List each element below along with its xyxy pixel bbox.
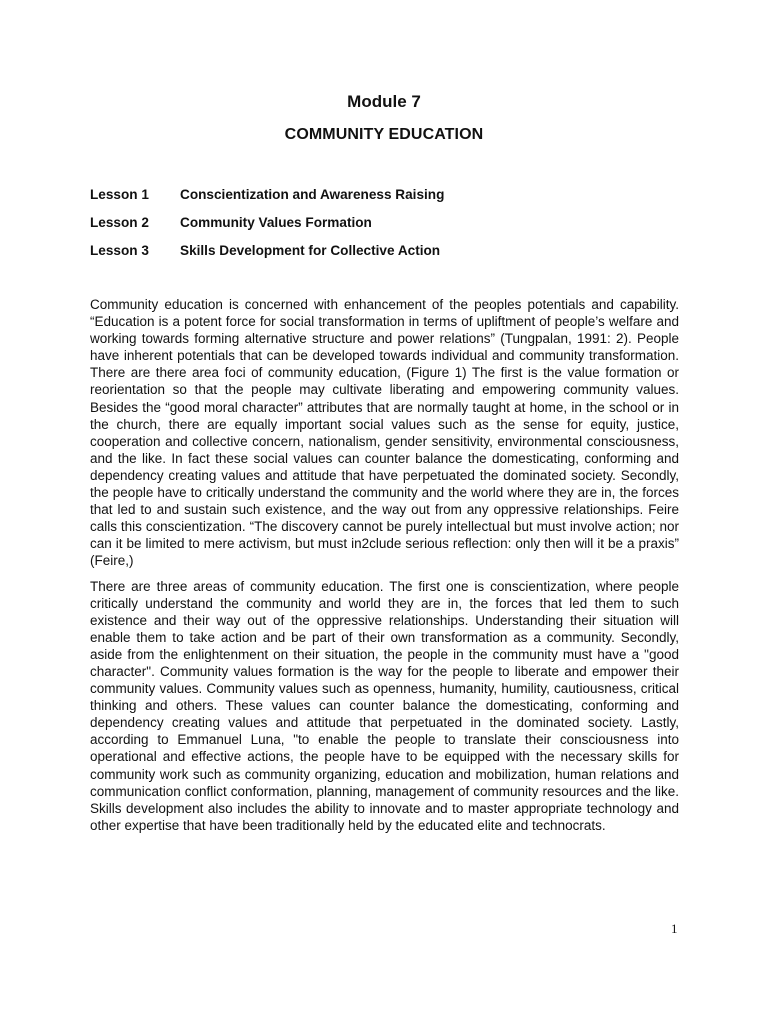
paragraph: Community education is concerned with enhancement of the peoples potentials and capability. “Education is a potent force for social transformation in terms of upliftment of people’s welfare and working towards forming alternative structure and power relations” (Tungpalan, 1991: 2). People have inherent potentials that can be developed towards individual and community transformation. There are there area foci of community education, (Figure 1) The first is the value formation or reorientation so that the people may cultivate liberating and empowering community values. Besides the “good moral character” attributes that are normally taught at home, in the school or in the church, there are equally important social values such as the sense for equity, justice, cooperation and collective concern, nationalism, gender sensitivity, environmental consciousness, and the like. In fact these social values can counter balance the domesticating, conforming and dependency creating values and attitude that have perpetuated the dominated society. Secondly, the people have to critically understand the community and the world where they are in, the forces that led to and sustain such existence, and the way out from any oppressive relationships. Feire calls this conscientization. “The discovery cannot be purely intellectual but must involve action; nor can it be limited to mere activism, but must in2clude serious reflection: only then will it be a praxis” (Feire,) <box>90 297 679 569</box>
body-text <box>90 296 679 842</box>
lesson-number: Lesson 2 <box>90 215 149 230</box>
lesson-title: Skills Development for Collective Action <box>180 243 441 258</box>
lesson-number: Lesson 3 <box>90 243 149 258</box>
paragraph: There are three areas of community education. The first one is conscientization, where people critically understand the community and world they are in, the forces that led them to such existence and their way out of the oppressive relationships. Understanding their situation will enable them to take action and be part of their own transformation as a community. Secondly, aside from the enlightenment on their situation, the people in the community must have a "good character". Community values formation is the way for the people to liberate and empower their community values. Community values such as openness, humanity, humility, cautiousness, critical thinking and others. These values can counter balance the domesticating, conforming and dependency creating values and attitude that perpetuated in the dominated society. Lastly, according to Emmanuel Luna, "to enable the people to translate their consciousness into operational and effective actions, the people have to be equipped with the necessary skills for community work such as community organizing, education and mobilization, human relations and communication conflict conformation, planning, management of community resources and the like. Skills development also includes the ability to innovate and to master appropriate technology and other expertise that have been traditionally held by the educated elite and technocrats. <box>90 578 679 833</box>
lesson-number: Lesson 1 <box>90 187 149 202</box>
lesson-row <box>90 186 690 214</box>
module-subtitle: COMMUNITY EDUCATION <box>284 126 484 143</box>
lesson-row <box>90 242 690 270</box>
module-title: Module 7 <box>347 92 421 111</box>
lesson-title: Conscientization and Awareness Raising <box>180 187 445 202</box>
page-number: 1 <box>671 921 678 936</box>
lesson-title: Community Values Formation <box>180 215 372 230</box>
lesson-row <box>90 214 690 242</box>
lesson-list <box>90 186 690 270</box>
